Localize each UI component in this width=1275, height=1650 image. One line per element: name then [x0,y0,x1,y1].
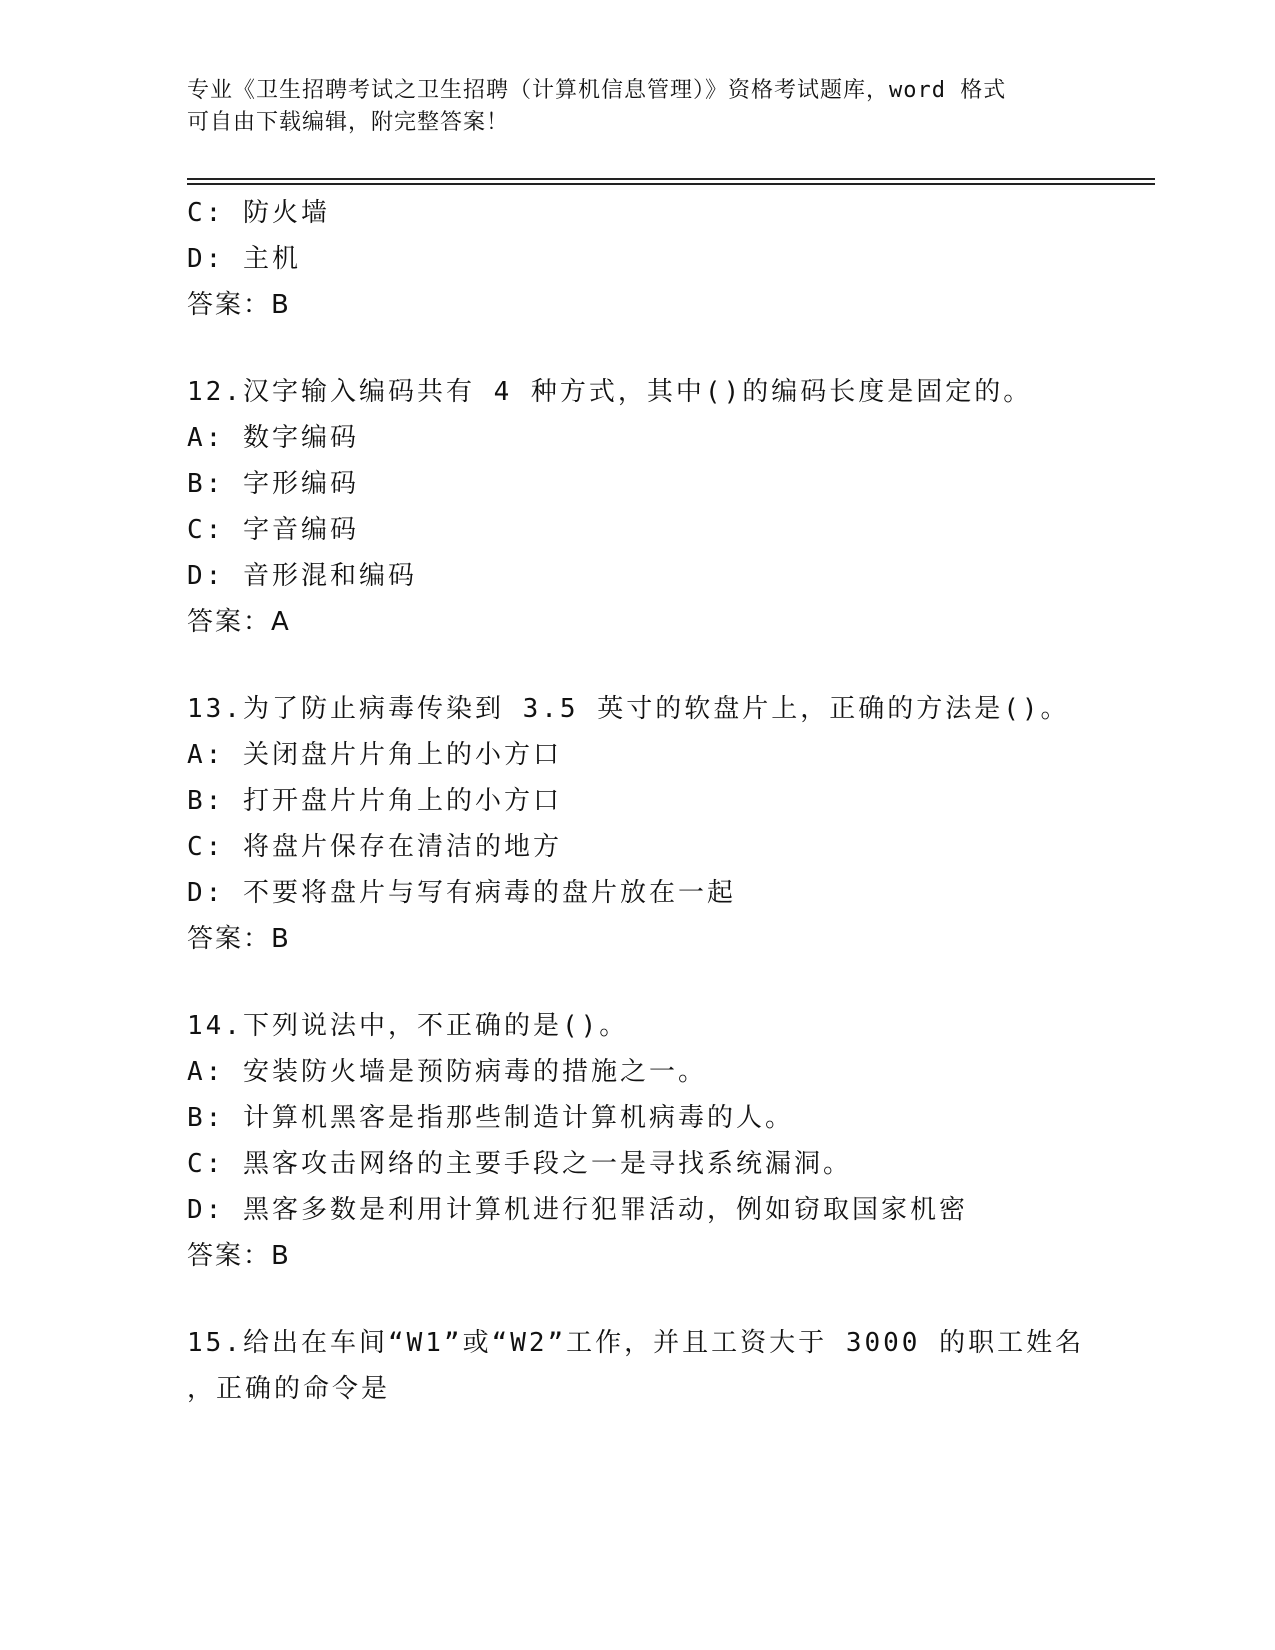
question-stem: 13.为了防止病毒传染到 3.5 英寸的软盘片上，正确的方法是()。 [187,694,1070,724]
option-d: D: 音形混和编码 [187,561,417,591]
spacer [187,962,1167,1003]
header-line-1: 专业《卫生招聘考试之卫生招聘（计算机信息管理）》资格考试题库，word 格式 [187,78,1007,103]
option-c: C: 字音编码 [187,515,359,545]
spacer [187,645,1167,686]
option-d: D: 不要将盘片与写有病毒的盘片放在一起 [187,878,736,908]
option-a: A: 关闭盘片片角上的小方口 [187,740,562,770]
answer: 答案：B [187,1241,291,1271]
option-d: D: 黑客多数是利用计算机进行犯罪活动，例如窃取国家机密 [187,1195,968,1225]
answer: 答案：A [187,607,291,637]
spacer [187,1279,1167,1320]
question-stem: 12.汉字输入编码共有 4 种方式，其中()的编码长度是固定的。 [187,377,1033,407]
question-stem: 15.给出在车间“W1”或“W2”工作，并且工资大于 3000 的职工姓名 [187,1328,1085,1358]
question-14 [187,1003,1167,1279]
question-12 [187,369,1167,645]
header-divider-top [187,178,1155,180]
option-a: A: 安装防火墙是预防病毒的措施之一。 [187,1057,707,1087]
header-divider-bottom [187,183,1155,185]
question-15 [187,1320,1167,1412]
question-11-tail [187,190,1167,328]
option-b: B: 计算机黑客是指那些制造计算机病毒的人。 [187,1103,794,1133]
question-13 [187,686,1167,962]
header-line-2: 可自由下载编辑，附完整答案！ [187,110,510,135]
question-stem: 14.下列说法中，不正确的是()。 [187,1011,629,1041]
answer: 答案：B [187,290,291,320]
answer: 答案：B [187,924,291,954]
question-stem-continued: ，正确的命令是 [187,1374,391,1404]
question-list [187,190,1167,1412]
option-d: D: 主机 [187,244,301,274]
option-c: C: 黑客攻击网络的主要手段之一是寻找系统漏洞。 [187,1149,852,1179]
option-c: C: 防火墙 [187,198,330,228]
document-header [187,75,1087,139]
option-a: A: 数字编码 [187,423,359,453]
option-c: C: 将盘片保存在清洁的地方 [187,832,562,862]
option-b: B: 打开盘片片角上的小方口 [187,786,562,816]
spacer [187,328,1167,369]
option-b: B: 字形编码 [187,469,359,499]
